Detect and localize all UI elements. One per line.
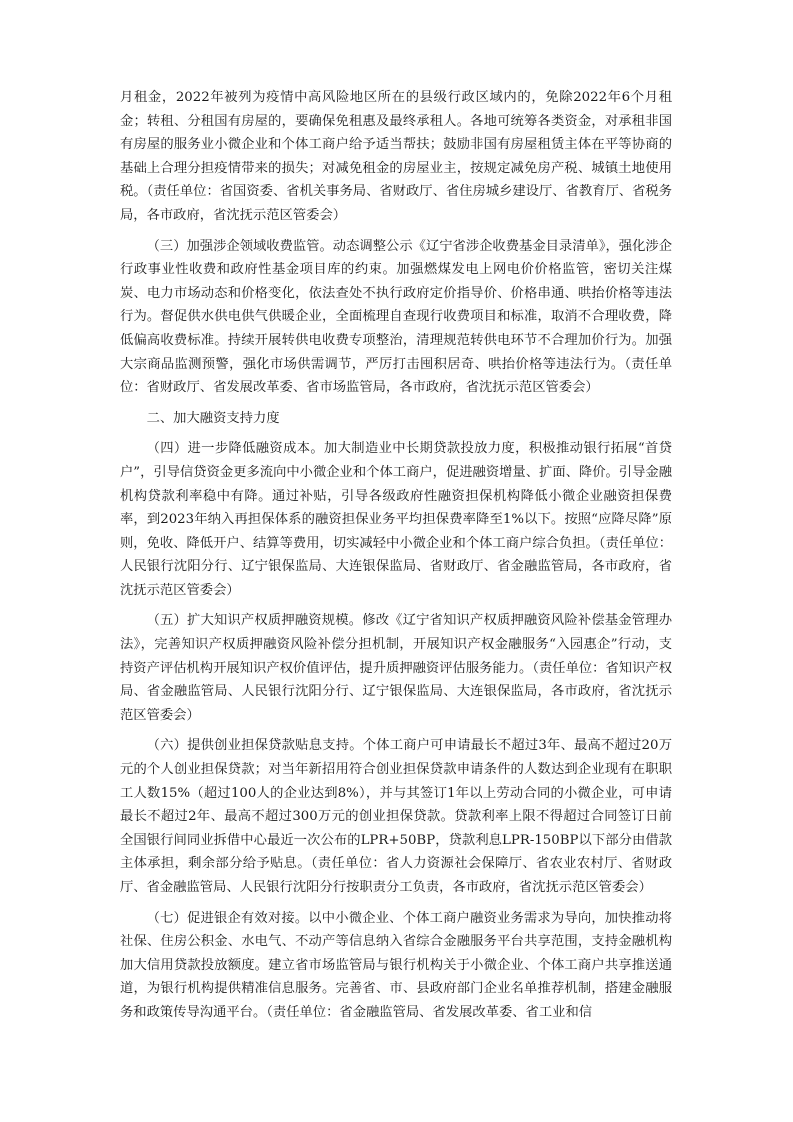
- document-page: [120, 86, 672, 1025]
- paragraph-financing-cost: （四）进一步降低融资成本。加大制造业中长期贷款投放力度，积极推动银行拓展“首贷户”，引导信贷资金更多流向中小微企业和个体工商户，促进融资增量、扩面、降价。引导金融机构贷款利率稳中有降。通过补贴，引导各级政府性融资担保机构降低小微企业融资担保费率，到2023年纳入再担保体系的融资担保业务平均担保费率降至1%以下。按照“应降尽降”原则，免收、降低开户、结算等费用，切实减轻中小微企业和个体工商户综合负担。（责任单位：人民银行沈阳分行、辽宁银保监局、大连银保监局、省财政厅、省金融监管局，各市政府，省沈抚示范区管委会）: [120, 441, 672, 598]
- paragraph-ip-pledge: （五）扩大知识产权质押融资规模。修改《辽宁省知识产权质押融资风险补偿基金管理办法》，完善知识产权质押融资风险补偿分担机制，开展知识产权金融服务“入园惠企”行动，支持资产评估机构开展知识产权价值评估，提升质押融资评估服务能力。（责任单位：省知识产权局、省金融监管局、人民银行沈阳分行、辽宁银保监局、大连银保监局，各市政府，省沈抚示范区管委会）: [120, 613, 672, 723]
- section-heading-financing: 二、加大融资支持力度: [146, 410, 280, 426]
- paragraph-rent-relief: 月租金，2022年被列为疫情中高风险地区所在的县级行政区域内的，免除2022年6个月租金；转租、分租国有房屋的，要确保免租惠及最终承租人。各地可统筹各类资金，对承租非国有房屋的服务业小微企业和个体工商户给予适当帮扶；鼓励非国有房屋租赁主体在平等协商的基础上合理分担疫情带来的损失；对减免租金的房屋业主，按规定减免房产税、城镇土地使用税。（责任单位：省国资委、省机关事务局、省财政厅、省住房城乡建设厅、省教育厅、省税务局，各市政府，省沈抚示范区管委会）: [120, 90, 672, 223]
- paragraph-fee-supervision: （三）加强涉企领域收费监管。动态调整公示《辽宁省涉企收费基金目录清单》，强化涉企行政事业性收费和政府性基金项目库的约束。加强燃煤发电上网电价价格监管，密切关注煤炭、电力市场动态和价格变化，依法查处不执行政府定价指导价、价格串通、哄抬价格等违法行为。督促供水供电供气供暖企业，全面梳理自查现行收费项目和标准，取消不合理收费，降低偏高收费标准。持续开展转供电收费专项整治，清理规范转供电环节不合理加价行为。加强大宗商品监测预警，强化市场供需调节，严厉打击囤积居奇、哄抬价格等违法行为。（责任单位：省财政厅、省发展改革委、省市场监管局，各市政府，省沈抚示范区管委会）: [120, 238, 672, 396]
- paragraph-bank-enterprise: （七）促进银企有效对接。以中小微企业、个体工商户融资业务需求为导向，加快推动将社保、住房公积金、水电气、不动产等信息纳入省综合金融服务平台共享范围，支持金融机构加大信用贷款投放额度。建立省市场监管局与银行机构关于小微企业、个体工商户共享推送通道，为银行机构提供精准信息服务。完善省、市、县政府部门企业名单推荐机制，搭建金融服务和政策传导沟通平台。（责任单位：省金融监管局、省发展改革委、省工业和信: [120, 910, 672, 1020]
- paragraph-startup-loan: （六）提供创业担保贷款贴息支持。个体工商户可申请最长不超过3年、最高不超过20万元的个人创业担保贷款；对当年新招用符合创业担保贷款申请条件的人数达到企业现有在职职工人数15%（超过100人的企业达到8%），并与其签订1年以上劳动合同的小微企业，可申请最长不超过2年、最高不超过300万元的创业担保贷款。贷款利率上限不得超过合同签订日前全国银行间同业拆借中心最近一次公布的LPR+50BP，贷款利息LPR-150BP以下部分由借款主体承担，剩余部分给予贴息。（责任单位：省人力资源社会保障厅、省农业农村厅、省财政厅、省金融监管局、人民银行沈阳分行按职责分工负责，各市政府，省沈抚示范区管委会）: [120, 738, 672, 895]
